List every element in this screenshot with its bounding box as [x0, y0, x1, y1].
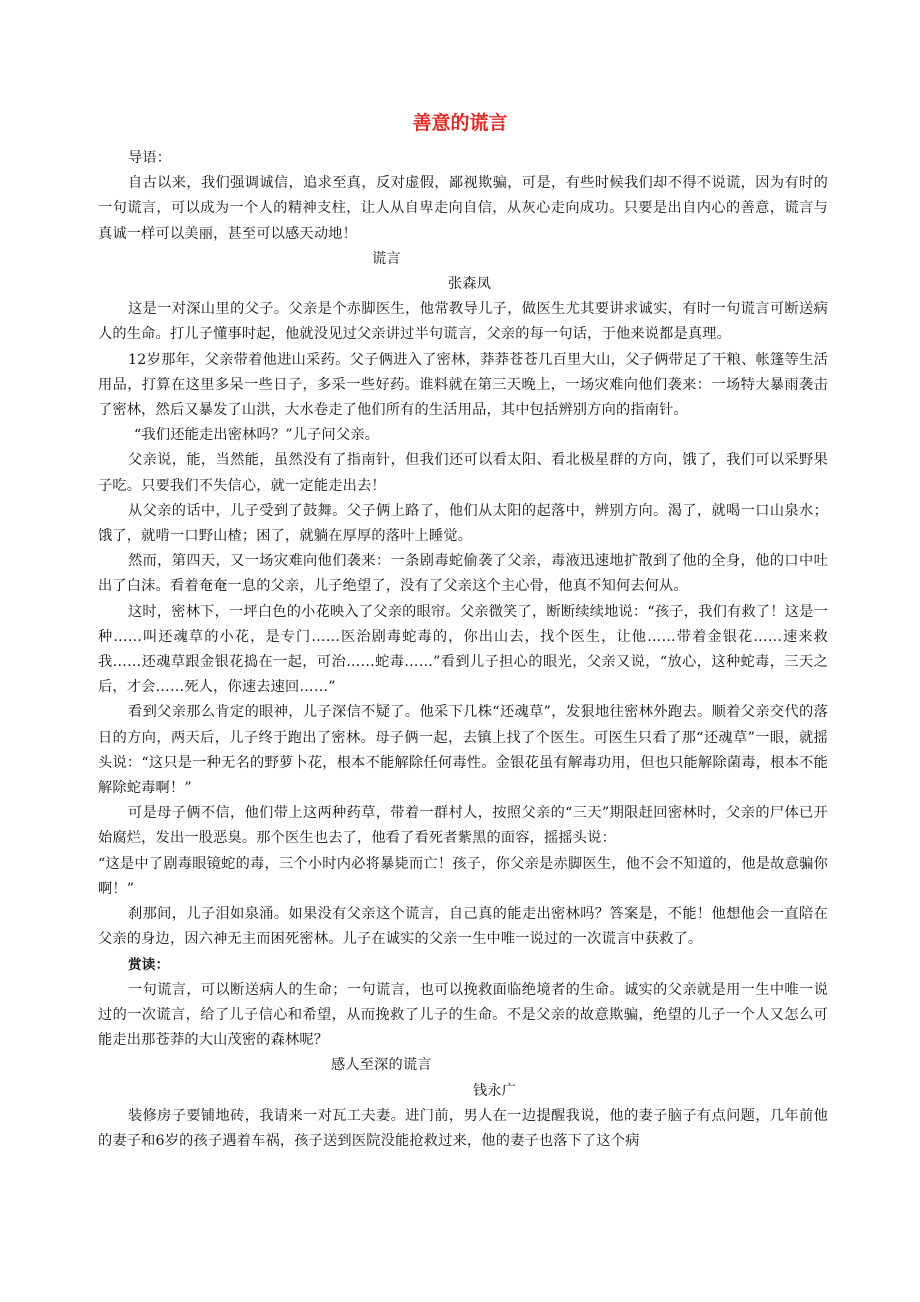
story1-paragraph-10: “这是中了剧毒眼镜蛇的毒，三个小时内必将暴毙而亡！孩子，你父亲是赤脚医生，他不会不知道的，他是故意骗你啊！” [98, 855, 828, 897]
story2-title: 感人至深的谎言 [331, 1057, 432, 1074]
story1-paragraph-4: 父亲说，能，当然能，虽然没有了指南针，但我们还可以看太阳、看北极星群的方向，饿了，我们可以采野果子吃。只要我们不失信心，就一定能走出去！ [98, 452, 828, 494]
story1-author: 张森凤 [448, 276, 492, 293]
intro-label: 导语： [128, 150, 172, 166]
story1-paragraph-8: 看到父亲那么肯定的眼神，儿子深信不疑了。他采下几株“还魂草”，发狠地往密林外跑去。顺着父亲交代的落日的方向，两天后，儿子终于跑出了密林。母子俩一起，去镇上找了个医生。可医生只看了那“还魂草”一眼，就摇头说：“这只是一种无名的野萝卜花，根本不能解除任何毒性。金银花虽有解毒功用，但也只能解除菌毒，根本不能解除蛇毒啊！” [98, 704, 828, 797]
story1-paragraph-2: 12岁那年，父亲带着他进山采药。父子俩进入了密林，莽莽苍苍几百里大山，父子俩带足了干粮、帐篷等生活用品，打算在这里多呆一些日子，多采一些好药。谁料就在第三天晚上，一场灾难向他们袭来：一场特大暴雨袭击了密林，然后又暴发了山洪，大水卷走了他们所有的生活用品，其中包括辨别方向的指南针。 [98, 351, 828, 419]
story2-author: 钱永广 [473, 1082, 517, 1099]
story1-paragraph-3: “我们还能走出密林吗？”儿子问父亲。 [134, 427, 380, 444]
story2-paragraph-1: 装修房子要铺地砖，我请来一对瓦工夫妻。进门前，男人在一边提醒我说，他的妻子脑子有点问题，几年前他的妻子和6岁的孩子遇着车祸，孩子送到医院没能抢救过来，他的妻子也落下了这个病 [98, 1107, 828, 1149]
story1-paragraph-7: 这时，密林下，一坪白色的小花映入了父亲的眼帘。父亲微笑了，断断续续地说：“孩子，我们有救了！这是一种……叫还魂草的小花，是专门……医治剧毒蛇毒的，你出山去，找个医生，让他……带着金银花……速来救我……还魂草跟金银花捣在一起，可治……蛇毒……”看到儿子担心的眼光，父亲又说，“放心，这种蛇毒，三天之后，才会……死人，你速去速回……” [98, 603, 828, 696]
story1-paragraph-9: 可是母子俩不信，他们带上这两种药草，带着一群村人，按照父亲的“三天”期限赶回密林时，父亲的尸体已开始腐烂，发出一股恶臭。那个医生也去了，他看了看死者紫黑的面容，摇摇头说： [98, 805, 828, 847]
story1-title: 谎言 [372, 250, 401, 267]
story1-paragraph-1: 这是一对深山里的父子。父亲是个赤脚医生，他常教导儿子，做医生尤其要讲求诚实，有时一句谎言可断送病人的生命。打儿子懂事时起，他就没见过父亲讲过半句谎言，父亲的每一句话，于他来说都是真理。 [98, 301, 828, 343]
intro-paragraph: 自古以来，我们强调诚信，追求至真，反对虚假，鄙视欺骗，可是，有些时候我们却不得不说谎，因为有时的一句谎言，可以成为一个人的精神支柱，让人从自卑走向自信，从灰心走向成功。只要是出自内心的善意，谎言与真诚一样可以美丽，甚至可以感天动地！ [98, 175, 828, 242]
appreciation-label: 赏读： [128, 956, 170, 973]
appreciation-paragraph: 一句谎言，可以断送病人的生命；一句谎言，也可以挽救面临绝境者的生命。诚实的父亲就是用一生中唯一说过的一次谎言，给了儿子信心和希望，从而挽救了儿子的生命。不是父亲的故意欺骗，绝望的儿子一个人又怎么可能走出那苍莽的大山茂密的森林呢？ [98, 981, 828, 1049]
story1-paragraph-6: 然而，第四天，又一场灾难向他们袭来：一条剧毒蛇偷袭了父亲，毒液迅速地扩散到了他的全身，他的口中吐出了白沫。看着奄奄一息的父亲，儿子绝望了，没有了父亲这个主心骨，他真不知何去何从。 [98, 553, 828, 595]
story1-paragraph-5: 从父亲的话中，儿子受到了鼓舞。父子俩上路了，他们从太阳的起落中，辨别方向。渴了，就喝一口山泉水；饿了，就啃一口野山楂；困了，就躺在厚厚的落叶上睡觉。 [98, 502, 828, 545]
document-body [98, 146, 828, 1154]
story1-paragraph-11: 刹那间，儿子泪如泉涌。如果没有父亲这个谎言，自己真的能走出密林吗？答案是，不能！他想他会一直陪在父亲的身边，因六神无主而困死密林。儿子在诚实的父亲一生中唯一说过的一次谎言中获救了。 [98, 906, 828, 948]
page-title: 善意的谎言 [412, 112, 508, 134]
